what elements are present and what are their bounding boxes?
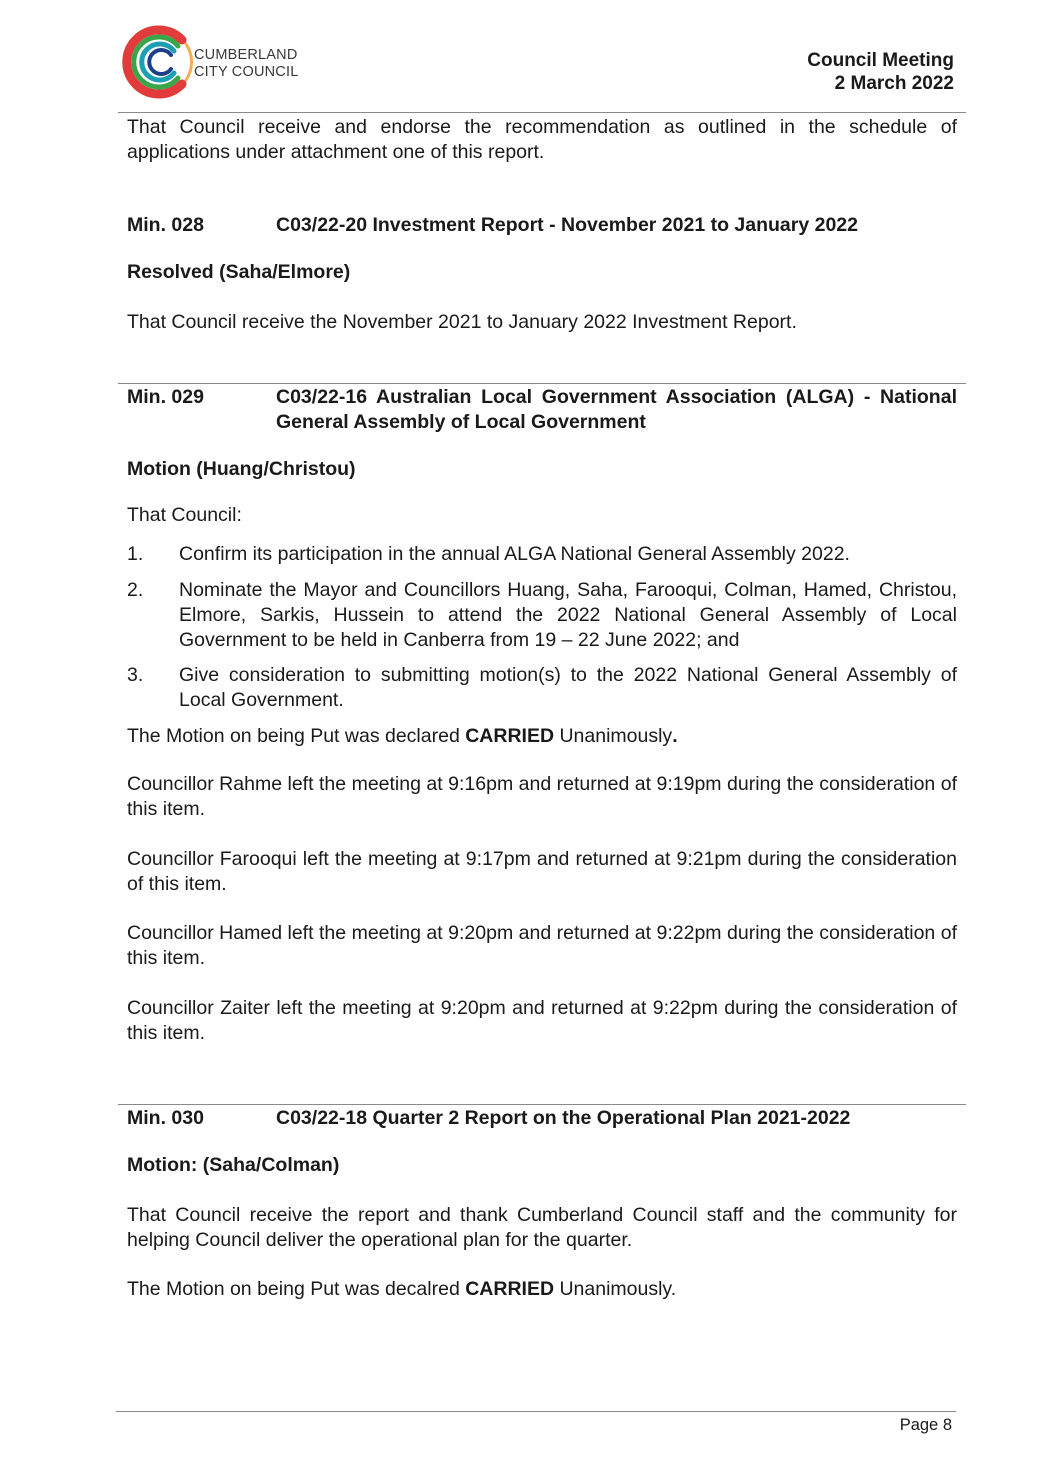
header-rule xyxy=(118,112,966,113)
result-carried: CARRIED xyxy=(465,1278,555,1300)
resolution-text-028: That Council receive the November 2021 to January 2022 Investment Report. xyxy=(127,311,797,333)
list-item: Nominate the Mayor and Councillors Huang, Saha, Farooqui, Colman, Hamed, Christou, Elmore, Sarkis, Hussein to attend the 2022 National General Assembly of Local Government to be held in Canberra from 19 – 22 June 2022; and xyxy=(179,579,957,651)
motion-029: Motion (Huang/Christou) xyxy=(127,458,356,480)
motion-lead-029: That Council: xyxy=(127,504,242,526)
council-logo-icon xyxy=(120,22,200,102)
intro-paragraph: That Council receive and endorse the recommendation as outlined in the schedule of applications under attachment one of this report. xyxy=(127,116,957,163)
councillor-note: Councillor Zaiter left the meeting at 9:20pm and returned at 9:22pm during the consideration of this item. xyxy=(127,997,957,1044)
meeting-header xyxy=(807,49,954,95)
minute-title-028: C03/22-20 Investment Report - November 2021 to January 2022 xyxy=(276,214,859,236)
result-period: . xyxy=(672,725,678,747)
list-item: Confirm its participation in the annual ALGA National General Assembly 2022. xyxy=(179,543,850,565)
page-number: Page 8 xyxy=(899,1416,952,1434)
councillor-note: Councillor Rahme left the meeting at 9:16pm and returned at 9:19pm during the consideration of this item. xyxy=(127,773,957,820)
councillor-note: Councillor Hamed left the meeting at 9:20pm and returned at 9:22pm during the consideration of this item. xyxy=(127,922,957,969)
resolution-text-030: That Council receive the report and thank Cumberland Council staff and the community for helping Council deliver the operational plan for the quarter. xyxy=(127,1204,957,1251)
meeting-date: 2 March 2022 xyxy=(834,73,954,94)
minute-title-030: C03/22-18 Quarter 2 Report on the Operational Plan 2021-2022 xyxy=(276,1107,851,1129)
council-name-line1: CUMBERLAND xyxy=(194,47,298,63)
list-item-number: 1. xyxy=(127,543,144,565)
minute-number-030: Min. 030 xyxy=(127,1107,204,1129)
section-rule-029 xyxy=(118,383,966,384)
result-prefix: The Motion on being Put was decalred xyxy=(127,1278,466,1300)
minute-title-029: C03/22-16 Australian Local Government Association (ALGA) - National General Assembly of Local Government xyxy=(276,386,957,433)
result-carried: CARRIED xyxy=(465,725,555,747)
motion-030: Motion: (Saha/Colman) xyxy=(127,1154,340,1176)
minute-number-029: Min. 029 xyxy=(127,386,204,408)
motion-result-029 xyxy=(127,724,678,749)
motion-result-030 xyxy=(127,1277,676,1302)
council-name-line2: CITY COUNCIL xyxy=(194,64,299,80)
councillor-note: Councillor Farooqui left the meeting at 9:17pm and returned at 9:21pm during the consideration of this item. xyxy=(127,848,957,895)
council-name xyxy=(194,47,298,81)
resolved-028: Resolved (Saha/Elmore) xyxy=(127,261,351,283)
meeting-title: Council Meeting xyxy=(807,50,954,71)
minute-number-028: Min. 028 xyxy=(127,214,204,236)
result-suffix: Unanimously. xyxy=(554,1278,677,1300)
section-rule-030 xyxy=(118,1104,966,1105)
footer-rule xyxy=(116,1411,956,1412)
list-item-number: 2. xyxy=(127,579,144,601)
result-prefix: The Motion on being Put was declared xyxy=(127,725,466,747)
list-item-number: 3. xyxy=(127,664,144,686)
list-item: Give consideration to submitting motion(s) to the 2022 National General Assembly of Local Government. xyxy=(179,664,957,711)
result-suffix: Unanimously xyxy=(554,725,673,747)
